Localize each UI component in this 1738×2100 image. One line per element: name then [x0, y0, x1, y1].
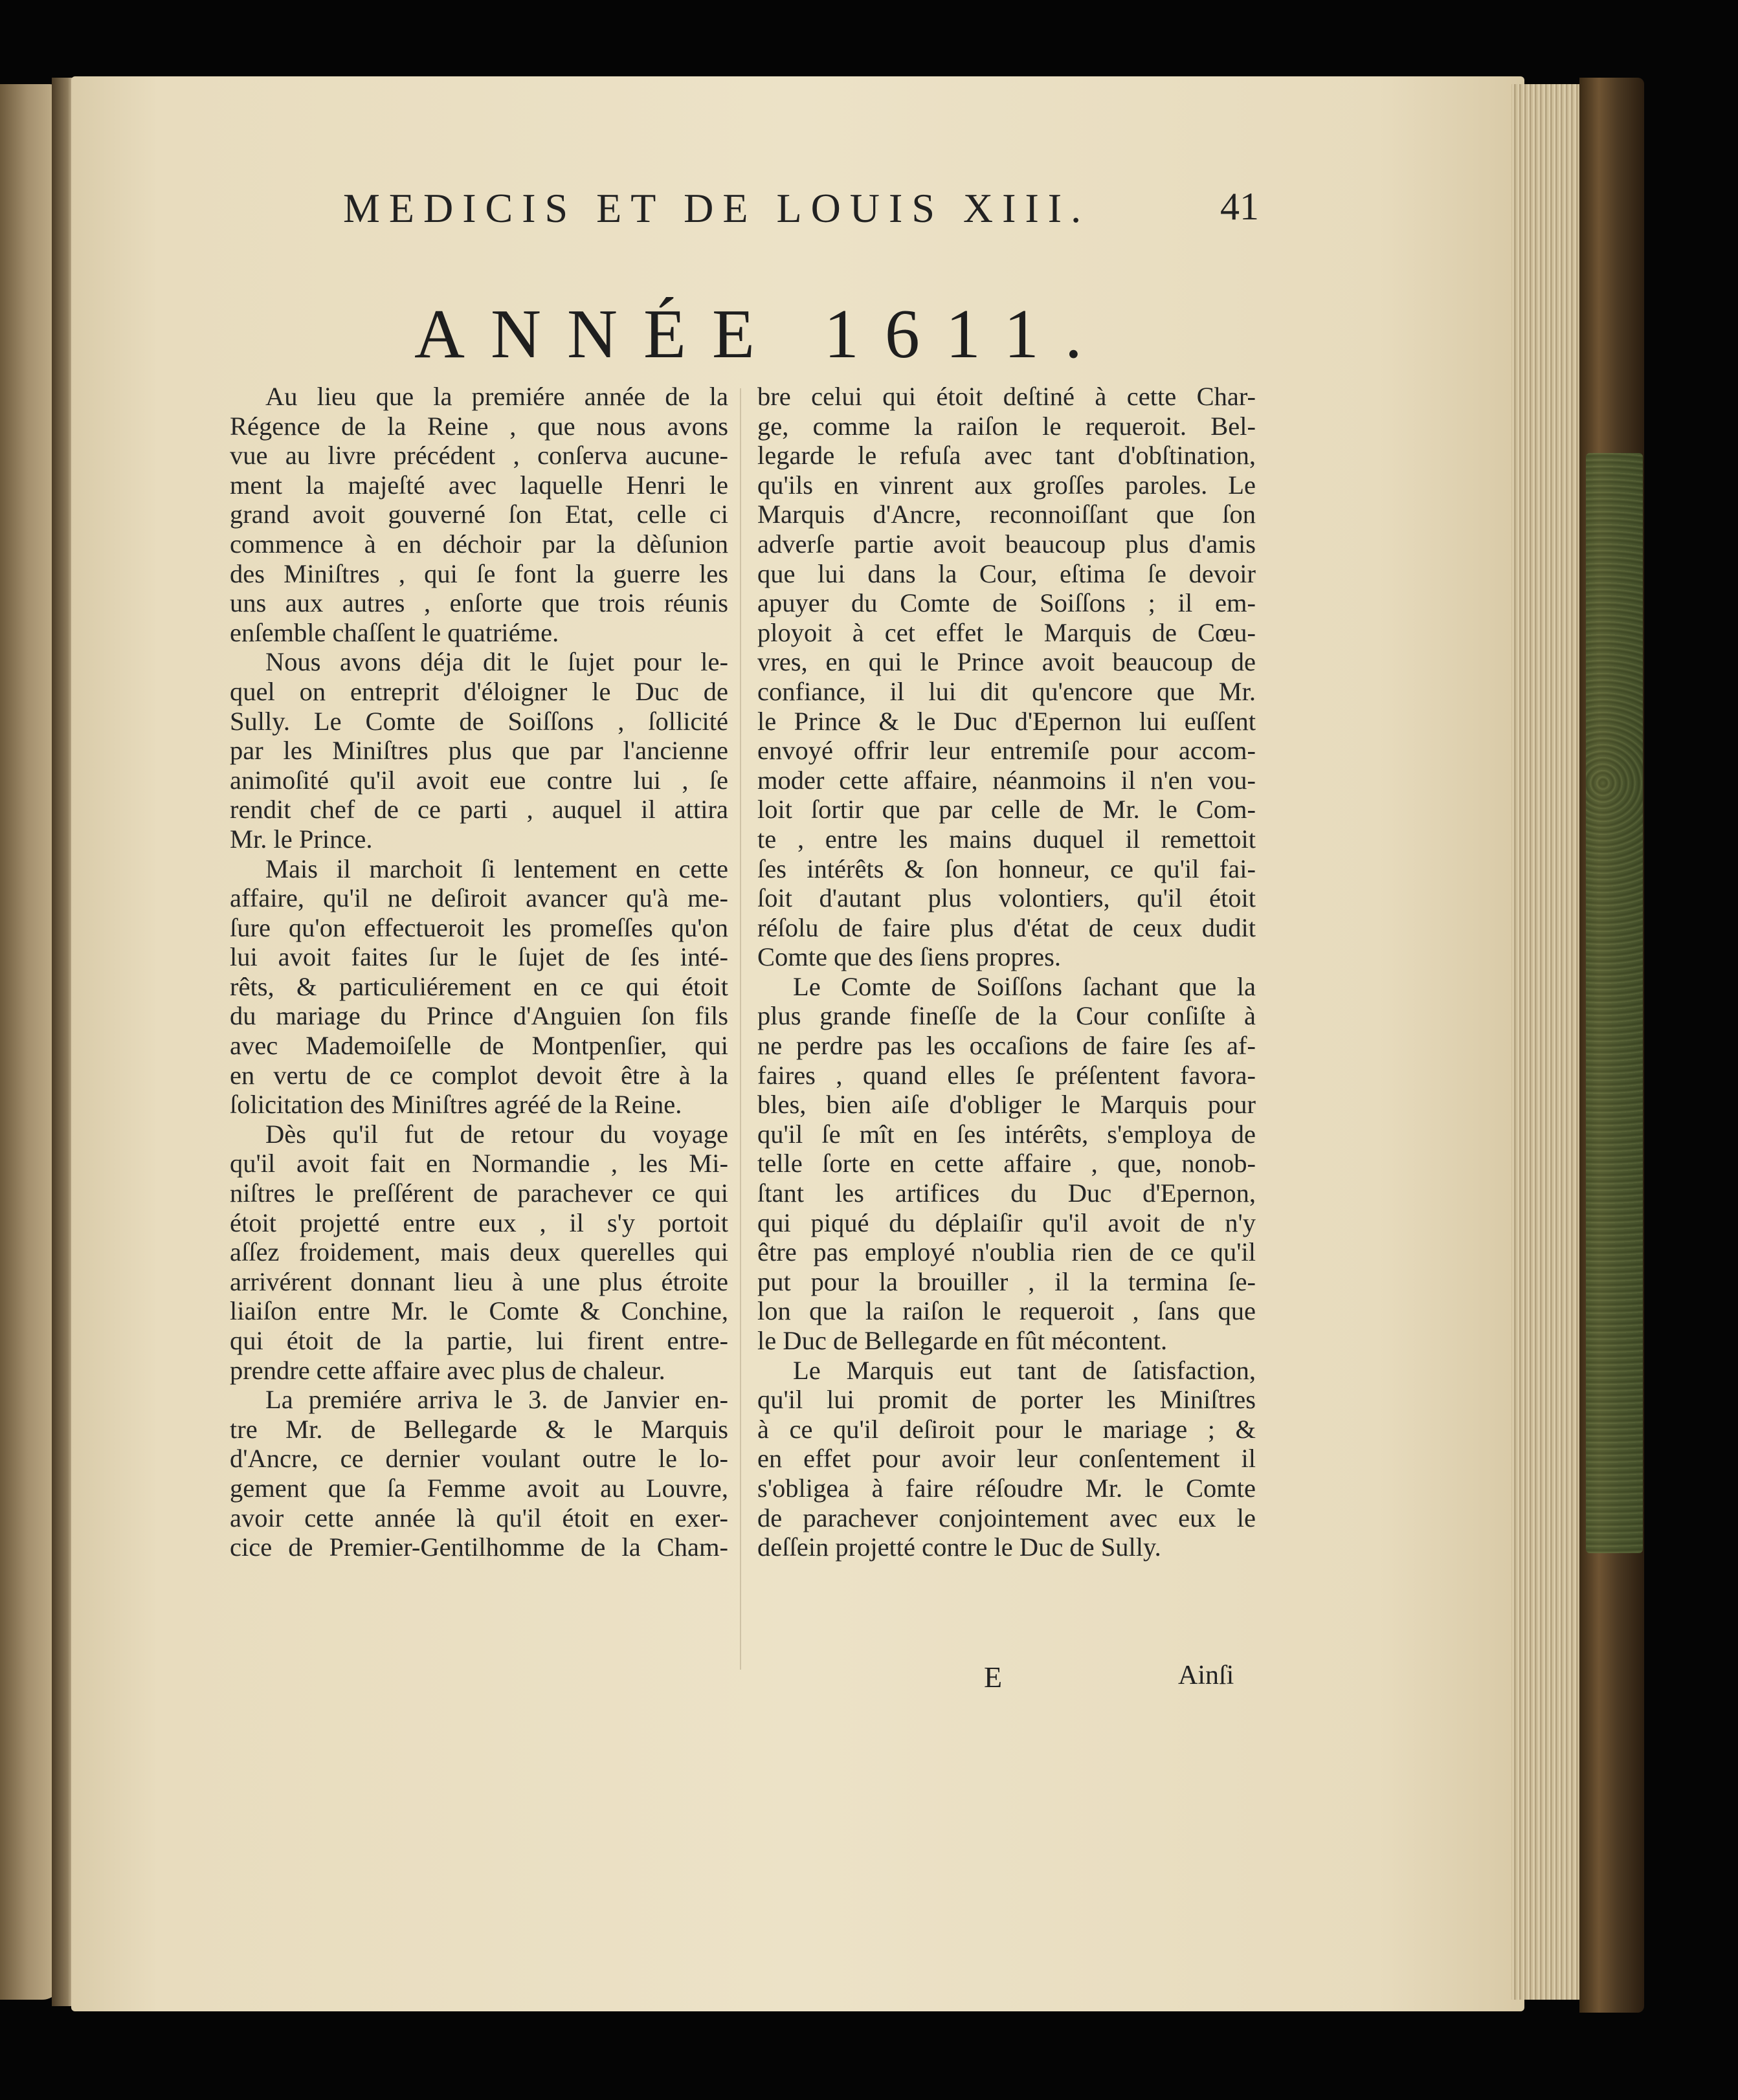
column-divider [740, 388, 741, 1670]
text-line: qu'il avoit fait en Normandie , les Mi- [230, 1149, 728, 1178]
text-line: commence à en déchoir par la dèſunion [230, 529, 728, 558]
catchword: Ainſi [1178, 1661, 1234, 1690]
text-line: étoit projetté entre eux , il s'y portoit [230, 1208, 728, 1237]
text-line: qu'il lui promit de porter les Miniſtres [757, 1385, 1256, 1415]
signature-mark: E [984, 1661, 1003, 1694]
text-line: par les Miniſtres plus que par l'ancienne [230, 736, 728, 766]
text-line: d'Ancre, ce dernier voulant outre le lo- [230, 1444, 728, 1474]
text-line: Régence de la Reine , que nous avons [230, 411, 728, 441]
running-head: MEDICIS ET DE LOUIS XIII. [343, 185, 1091, 231]
text-line: adverſe partie avoit beaucoup plus d'amis [757, 529, 1256, 558]
text-line: te , entre les mains duquel il remettoit [757, 824, 1256, 854]
text-line: bles, bien aiſe d'obliger le Marquis pour [757, 1090, 1256, 1120]
left-text-column [230, 382, 728, 1562]
text-line: des Miniſtres , qui ſe font la guerre les [230, 558, 728, 588]
text-line: que lui dans la Cour, eſtima ſe devoir [757, 558, 1256, 588]
text-line: du mariage du Prince d'Anguien ſon fils [230, 1001, 728, 1031]
text-line: qui piqué du déplaiſir qu'il avoit de n'y [757, 1208, 1256, 1237]
text-line: ſtant les artifices du Duc d'Epernon, [757, 1178, 1256, 1208]
page-stack-edge [1511, 84, 1589, 2000]
text-line: bre celui qui étoit deſtiné à cette Char- [757, 382, 1256, 411]
text-line: avec Mademoiſelle de Montpenſier, qui [230, 1031, 728, 1061]
text-line: envoyé offrir leur entremiſe pour accom- [757, 736, 1256, 766]
text-line: à ce qu'il deſiroit pour le mariage ; & [757, 1414, 1256, 1444]
text-line: ſes intérêts & ſon honneur, ce qu'il fai- [757, 854, 1256, 883]
text-line: arrivérent donnant lieu à une plus étroite [230, 1266, 728, 1296]
text-line: Nous avons déja dit le ſujet pour le- [265, 647, 728, 677]
text-line: ployoit à cet effet le Marquis de Cœu- [757, 617, 1256, 647]
text-line: telle ſorte en cette affaire , que, nonob- [757, 1149, 1256, 1178]
text-line: s'obligea à faire réſoudre Mr. le Comte [757, 1473, 1256, 1503]
text-line: tre Mr. de Bellegarde & le Marquis [230, 1414, 728, 1444]
text-line: Le Comte de Soiſſons ſachant que la [793, 971, 1256, 1001]
section-title: ANNÉE 1611. [414, 296, 1108, 373]
text-line: Dès qu'il fut de retour du voyage [265, 1119, 728, 1149]
text-line: Sully. Le Comte de Soiſſons , ſollicité [230, 706, 728, 736]
text-line: gement que ſa Femme avoit au Louvre, [230, 1473, 728, 1503]
text-line: La premiére arriva le 3. de Janvier en- [265, 1385, 728, 1415]
text-line: en effet pour avoir leur conſentement il [757, 1444, 1256, 1474]
text-line: Comte que des ſiens propres. [757, 942, 1062, 972]
text-line: apuyer du Comte de Soiſſons ; il em- [757, 588, 1256, 618]
text-line: en vertu de ce complot devoit être à la [230, 1060, 728, 1090]
text-line: ſure qu'on effectueroit les promeſſes qu'on [230, 912, 728, 942]
cover-marbling [1586, 453, 1643, 1553]
text-line: ſoit d'autant plus volontiers, qu'il étoit [757, 883, 1256, 913]
text-line: niſtres le preſſérent de parachever ce qui [230, 1178, 728, 1208]
text-line: ge, comme la raiſon le requeroit. Bel- [757, 411, 1256, 441]
text-line: confiance, il lui dit qu'encore que Mr. [757, 676, 1256, 706]
text-line: Mais il marchoit ſi lentement en cette [265, 854, 728, 883]
page-number: 41 [1220, 185, 1259, 228]
text-line: legarde le refuſa avec tant d'obſtination, [757, 441, 1256, 470]
text-line: ſolicitation des Miniſtres agréé de la Reine. [230, 1090, 682, 1120]
text-line: loit ſortir que par celle de Mr. le Com- [757, 795, 1256, 824]
text-line: vue au livre précédent , conſerva aucune- [230, 441, 728, 470]
text-line: qui étoit de la partie, lui firent entre- [230, 1326, 728, 1355]
text-line: affaire, qu'il ne deſiroit avancer qu'à me- [230, 883, 728, 913]
text-line: ne perdre pas les occaſions de faire ſes af- [757, 1031, 1256, 1061]
text-line: prendre cette affaire avec plus de chaleur. [230, 1355, 665, 1385]
text-line: avoir cette année là qu'il étoit en exer- [230, 1503, 728, 1532]
text-line: vres, en qui le Prince avoit beaucoup de [757, 647, 1256, 677]
text-line: deſſein projetté contre le Duc de Sully. [757, 1532, 1161, 1562]
text-line: animoſité qu'il avoit eue contre lui , ſe [230, 765, 728, 795]
text-line: cice de Premier-Gentilhomme de la Cham- [230, 1532, 728, 1562]
text-line: enſemble chaſſent le quatriéme. [230, 617, 559, 647]
text-line: faires , quand elles ſe préſentent favora- [757, 1060, 1256, 1090]
text-line: lon que la raiſon le requeroit , ſans que [757, 1296, 1256, 1326]
text-line: qu'il ſe mît en ſes intérêts, s'employa de [757, 1119, 1256, 1149]
text-line: moder cette affaire, néanmoins il n'en vou- [757, 765, 1256, 795]
text-line: être pas employé n'oublia rien de ce qu'il [757, 1237, 1256, 1267]
text-line: qu'ils en vinrent aux groſſes paroles. Le [757, 470, 1256, 500]
text-line: réſolu de faire plus d'état de ceux dudit [757, 912, 1256, 942]
text-line: Mr. le Prince. [230, 824, 373, 854]
text-line: Le Marquis eut tant de ſatisfaction, [793, 1355, 1256, 1385]
text-line: quel on entreprit d'éloigner le Duc de [230, 676, 728, 706]
text-line: put pour la brouiller , il la termina ſe- [757, 1266, 1256, 1296]
text-line: de parachever conjointement avec eux le [757, 1503, 1256, 1532]
text-line: grand avoit gouverné ſon Etat, celle ci [230, 500, 728, 529]
text-line: le Duc de Bellegarde en fût mécontent. [757, 1326, 1168, 1355]
text-line: Au lieu que la premiére année de la [265, 382, 728, 411]
text-line: plus grande fineſſe de la Cour conſiſte à [757, 1001, 1256, 1031]
text-line: rendit chef de ce parti , auquel il attira [230, 795, 728, 824]
text-line: uns aux autres , enſorte que trois réunis [230, 588, 728, 618]
text-line: le Prince & le Duc d'Epernon lui euſſent [757, 706, 1256, 736]
text-line: rêts, & particuliérement en ce qui étoit [230, 971, 728, 1001]
text-line: Marquis d'Ancre, reconnoiſſant que ſon [757, 500, 1256, 529]
text-line: liaiſon entre Mr. le Comte & Conchine, [230, 1296, 728, 1326]
text-line: lui avoit faites ſur le ſujet de ſes inté- [230, 942, 728, 972]
right-text-column [757, 382, 1256, 1562]
text-line: ment la majeſté avec laquelle Henri le [230, 470, 728, 500]
text-line: aſſez froidement, mais deux querelles qui [230, 1237, 728, 1267]
